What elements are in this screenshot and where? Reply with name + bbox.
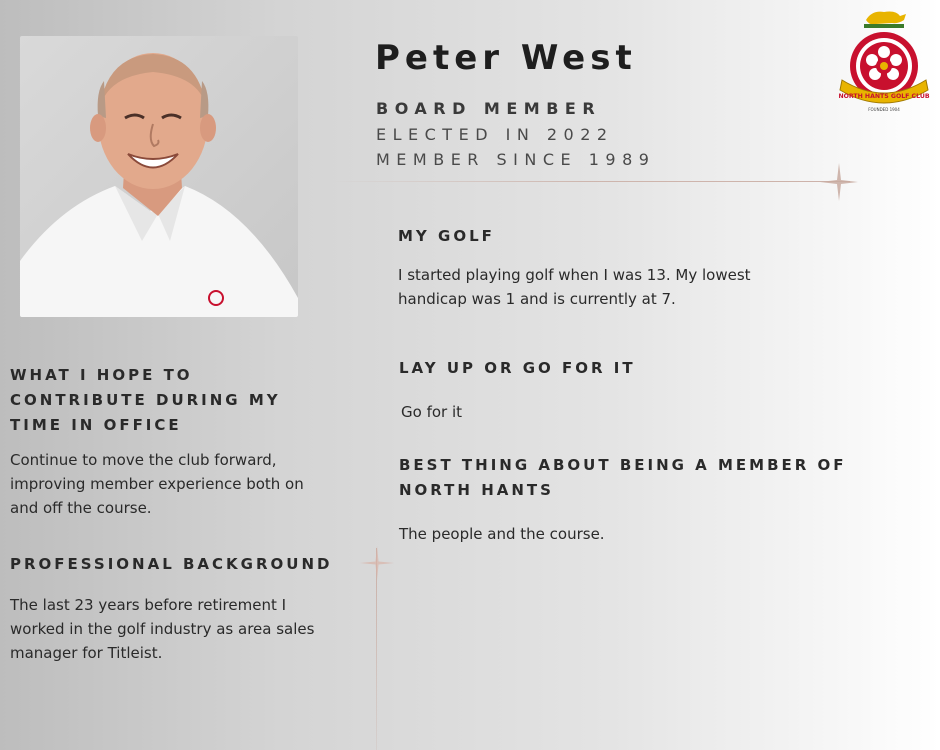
background-text xyxy=(10,593,314,665)
hope-heading-line-3: TIME IN OFFICE xyxy=(10,416,182,434)
best-thing-heading-line-2: NORTH HANTS xyxy=(399,481,554,499)
hope-text xyxy=(10,448,304,520)
my-golf-line-1: I started playing golf when I was 13. My lowest xyxy=(398,266,751,284)
hope-heading-line-2: CONTRIBUTE DURING MY xyxy=(10,391,281,409)
profile-role: BOARD MEMBER xyxy=(376,99,602,118)
best-thing-heading-line-1: BEST THING ABOUT BEING A MEMBER OF xyxy=(399,456,847,474)
logo-founded-text: FOUNDED 1904 xyxy=(868,107,900,112)
header-divider xyxy=(330,181,850,182)
hope-line-2: improving member experience both on xyxy=(10,475,304,493)
background-line-1: The last 23 years before retirement I xyxy=(10,596,287,614)
background-line-2: worked in the golf industry as area sales xyxy=(10,620,315,638)
my-golf-heading: MY GOLF xyxy=(398,227,495,245)
profile-photo xyxy=(20,36,298,317)
profile-name: Peter West xyxy=(375,38,637,78)
my-golf-text xyxy=(398,263,751,311)
my-golf-line-2: handicap was 1 and is currently at 7. xyxy=(398,290,676,308)
club-logo xyxy=(836,4,932,114)
hope-heading-line-1: WHAT I HOPE TO xyxy=(10,366,193,384)
profile-member-since: MEMBER SINCE 1989 xyxy=(376,150,656,169)
lay-up-text: Go for it xyxy=(401,403,463,421)
lay-up-heading: LAY UP OR GO FOR IT xyxy=(399,359,636,377)
best-thing-text: The people and the course. xyxy=(399,525,605,543)
profile-elected: ELECTED IN 2022 xyxy=(376,125,614,144)
hope-heading xyxy=(10,363,281,438)
background-heading: PROFESSIONAL BACKGROUND xyxy=(10,555,333,573)
hope-line-1: Continue to move the club forward, xyxy=(10,451,277,469)
hope-line-3: and off the course. xyxy=(10,499,152,517)
sparkle-icon-small xyxy=(360,546,394,580)
best-thing-heading xyxy=(399,453,847,503)
sparkle-icon xyxy=(820,163,858,201)
background-line-3: manager for Titleist. xyxy=(10,644,163,662)
logo-ring-text: NORTH HANTS GOLF CLUB xyxy=(838,93,930,100)
